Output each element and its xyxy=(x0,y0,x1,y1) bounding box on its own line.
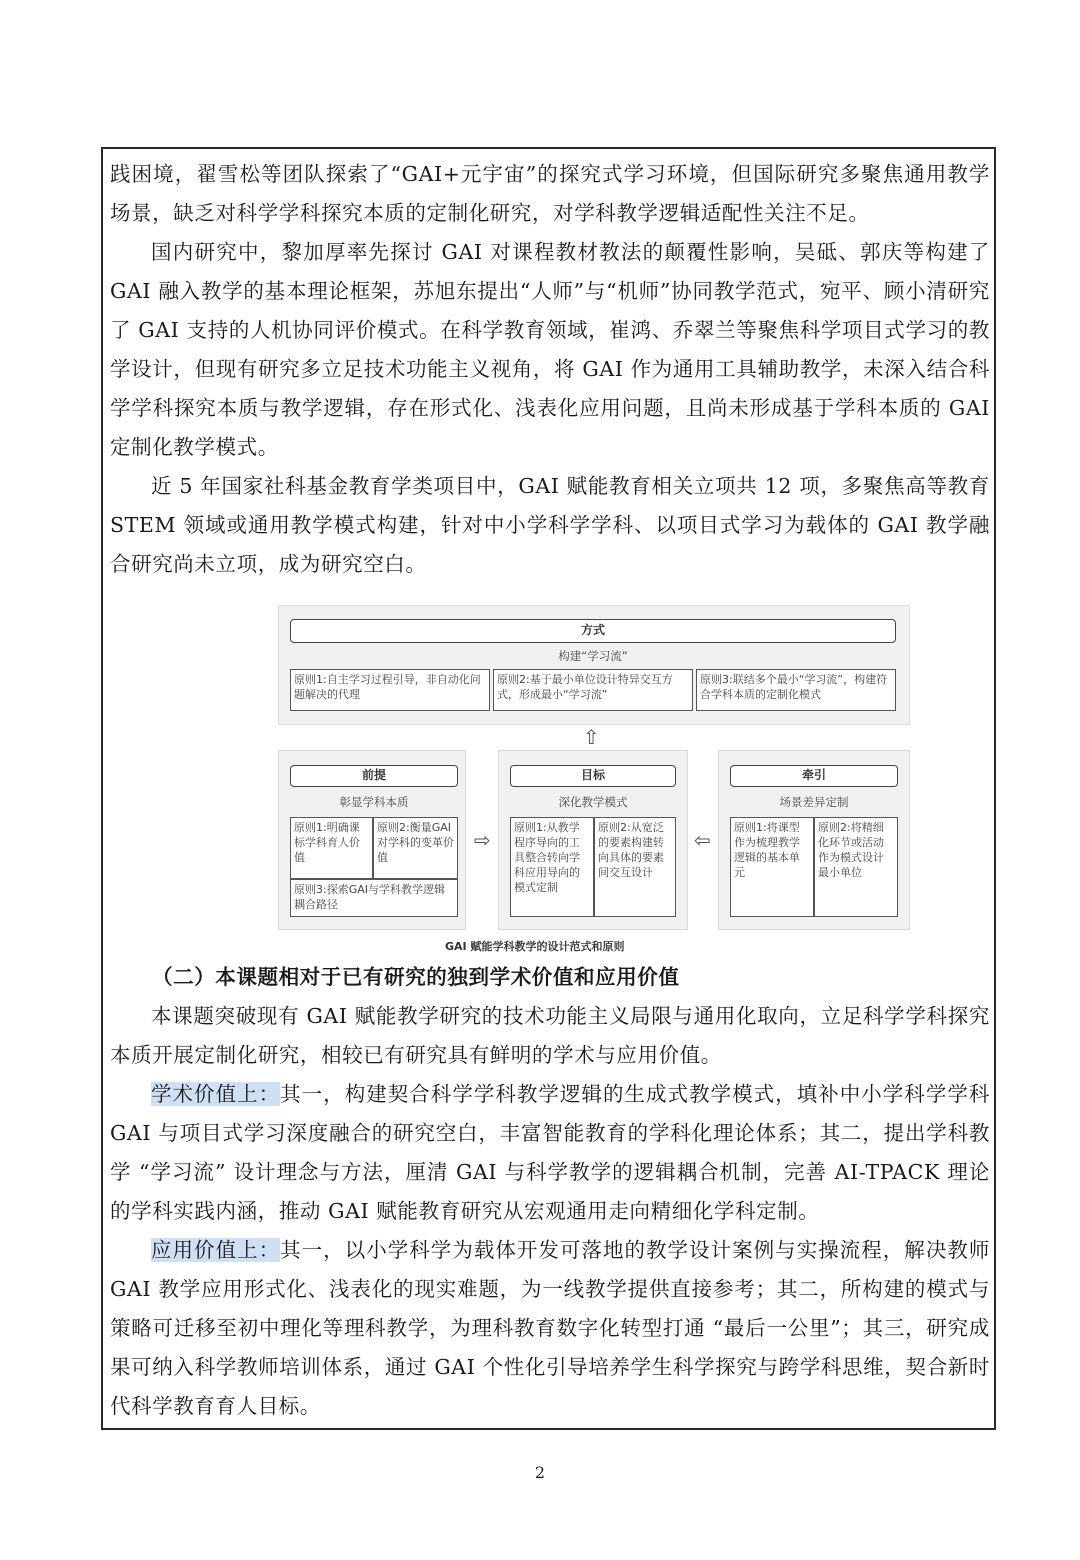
right-subtitle: 场景差异定制 xyxy=(779,795,849,809)
top-principle-3: 原则3:联结多个最小“学习流”，构建符合学科本质的定制化模式 xyxy=(696,669,896,711)
bottom-text-block xyxy=(110,958,990,1426)
left-arrow-icon: ⇦ xyxy=(694,828,711,852)
left-principle-3: 原则3:探索GAI与学科教学逻辑耦合路径 xyxy=(290,879,458,917)
page-number: 2 xyxy=(534,1463,546,1482)
middle-subtitle: 深化教学模式 xyxy=(558,795,628,809)
up-arrow-icon: ⇧ xyxy=(583,725,600,749)
left-subtitle: 彰显学科本质 xyxy=(339,795,409,809)
middle-title: 目标 xyxy=(510,765,676,787)
middle-principle-1: 原则1:从教学程序导向的工具整合转向学科应用导向的模式定制 xyxy=(510,817,594,917)
right-arrow-icon: ⇨ xyxy=(474,828,491,852)
left-principle-2: 原则2:衡量GAI对学科的变革价值 xyxy=(373,817,458,879)
right-principle-2: 原则2:将精细化环节或活动作为模式设计最小单位 xyxy=(814,817,898,917)
application-value-label: 应用价值上： xyxy=(151,1238,281,1262)
top-title: 方式 xyxy=(290,619,896,643)
application-value-text: 其一，以小学科学为载体开发可落地的教学设计案例与实操流程，解决教师 GAI 教学应用形式化、浅表化的现实难题，为一线教学提供直接参考；其二，所构建的模式与策略可迁移至初中理化等理科教学，为理科教育数字化转型打通 “最后一公里”；其三，研究成果可纳入科学教师培训体系，通过 GAI 个性化引导培养学生科学探究与跨学科思维，契合新时代科学教育育人目标。 xyxy=(110,1238,990,1418)
top-text-block xyxy=(110,155,990,584)
right-principle-1: 原则1:将课型作为梳理教学逻辑的基本单元 xyxy=(730,817,814,917)
right-title: 牵引 xyxy=(730,765,898,787)
middle-principle-2: 原则2:从宽泛的要素构建转向具体的要素间交互设计 xyxy=(594,817,676,917)
left-principle-1: 原则1:明确课标学科育人价值 xyxy=(290,817,373,879)
paragraph-3: 近 5 年国家社科基金教育学类项目中，GAI 赋能教育相关立项共 12 项，多聚焦高等教育 STEM 领域或通用教学模式构建，针对中小学科学学科、以项目式学习为载体的 GAI 教学融合研究尚未立项，成为研究空白。 xyxy=(110,474,990,576)
top-principle-2: 原则2:基于最小单位设计特异交互方式，形成最小“学习流” xyxy=(493,669,693,711)
paragraph-4: 本课题突破现有 GAI 赋能教学研究的技术功能主义局限与通用化取向，立足科学学科探究本质开展定制化研究，相较已有研究具有鲜明的学术与应用价值。 xyxy=(110,1004,990,1067)
top-principle-1: 原则1:自主学习过程引导，非自动化问题解决的代理 xyxy=(290,669,490,711)
academic-value-label: 学术价值上： xyxy=(151,1082,281,1106)
paragraph-1: 践困境，翟雪松等团队探索了“GAI+元宇宙”的探究式学习环境，但国际研究多聚焦通用教学场景，缺乏对科学学科探究本质的定制化研究，对学科教学逻辑适配性关注不足。 xyxy=(110,162,990,225)
paragraph-2: 国内研究中，黎加厚率先探讨 GAI 对课程教材教法的颠覆性影响，吴砥、郭庆等构建了 GAI 融入教学的基本理论框架，苏旭东提出“人师”与“机师”协同教学范式，宛平、顾小清研究了 GAI 支持的人机协同评价模式。在科学教育领域，崔鸿、乔翠兰等聚焦科学项目式学习的教学设计，但现有研究多立足技术功能主义视角，将 GAI 作为通用工具辅助教学，未深入结合科学学科探究本质与教学逻辑，存在形式化、浅表化应用问题，且尚未形成基于学科本质的 GAI 定制化教学模式。 xyxy=(110,240,990,459)
top-subtitle: 构建“学习流” xyxy=(558,649,628,663)
paragraph-5 xyxy=(110,1075,990,1231)
framework-figure xyxy=(278,605,910,933)
academic-value-text: 其一，构建契合科学学科教学逻辑的生成式教学模式，填补中小学科学学科 GAI 与项目式学习深度融合的研究空白，丰富智能教育的学科化理论体系；其二，提出学科教学 “学习流” 设计理念与方法，厘清 GAI 与科学教学的逻辑耦合机制，完善 AI-TPACK 理论的学科实践内涵，推动 GAI 赋能教育研究从宏观通用走向精细化学科定制。 xyxy=(110,1082,990,1223)
left-title: 前提 xyxy=(290,765,458,787)
figure-caption: GAI 赋能学科教学的设计范式和原则 xyxy=(445,940,625,953)
paragraph-6 xyxy=(110,1231,990,1426)
section-heading: （二）本课题相对于已有研究的独到学术价值和应用价值 xyxy=(152,965,680,989)
